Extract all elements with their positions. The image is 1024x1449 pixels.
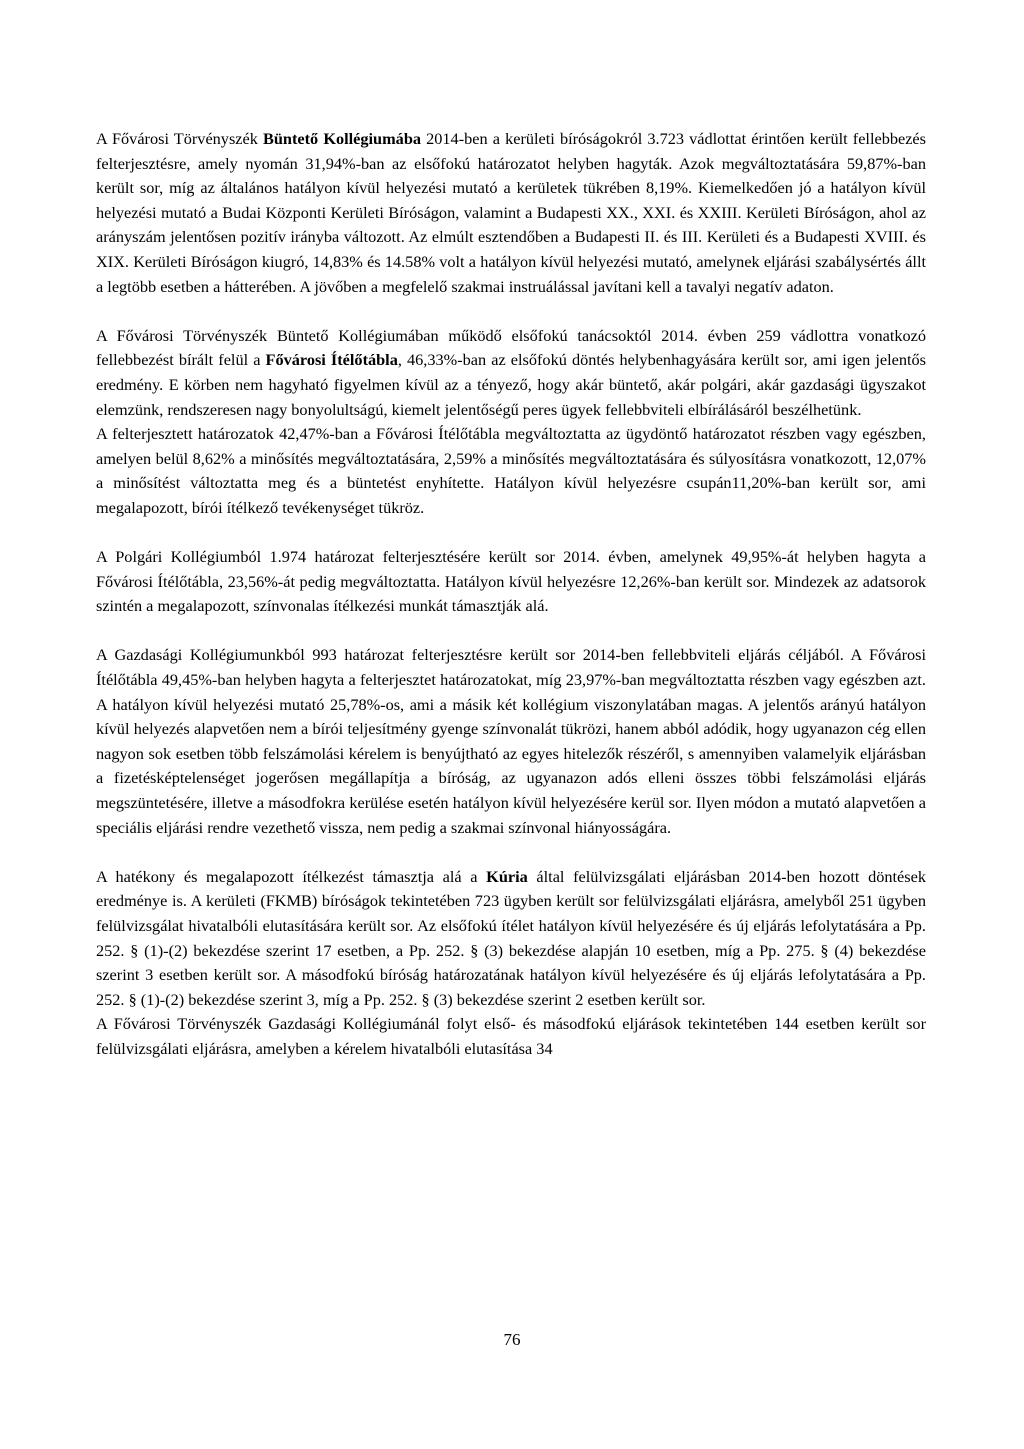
bold-text: Büntető Kollégiumába <box>263 129 422 148</box>
paragraph <box>96 324 926 422</box>
text-run: A felterjesztett határozatok 42,47%-ban a Fővárosi Ítélőtábla megváltoztatta az ügydöntő határozatot részben vagy egészben, amelyen belül 8,62% a minősítés megváltoztatására, 2,59% a minősítés megváltoztatására és súlyosításra vonatkozott, 12,07% a minősítést változtatta meg és a büntetést enyhítette. Hatályon kívül helyezésre csupán11,20%-ban került sor, ami megalapozott, bírói ítélkező tevékenységet tükröz. <box>96 424 926 517</box>
text-run: , 46,33%-ban az elsőfokú döntés helybenhagyására került sor, ami igen jelentős eredmény. E körben nem hagyható figyelmen kívül az a tényező, hogy akár büntető, akár polgári, akár gazdasági ügyszakot elemzünk, rendszeresen nagy bonyolultságú, kiemelt jelentőségű peres ügyek fellebbviteli elbírálásáról beszélhetünk. <box>96 350 926 419</box>
text-run: A Gazdasági Kollégiumunkból 993 határozat felterjesztésre került sor 2014-ben fellebbviteli eljárás céljából. A Fővárosi Ítélőtábla 49,45%-ban helyben hagyta a felterjesztet határozatokat, míg 23,97%-ban megváltoztatta részben vagy egészben azt. A hatályon kívül helyezési mutató 25,78%-os, ami a másik két kollégium viszonylatában magas. A jelentős arányú hatályon kívül helyezés alapvetően nem a bírói teljesítmény gyenge színvonalát tükrözi, hanem abból adódik, hogy ugyanazon cég ellen nagyon sok esetben több felszámolási kérelem is benyújtható az egyes hitelezők részéről, s amennyiben valamelyik eljárásban a fizetésképtelenséget jogerősen megállapítja a bíróság, az ugyanazon adós elleni összes többi felszámolási eljárás megszüntetésére, illetve a másodfokra kerülése esetén hatályon kívül helyezésére kerül sor. Ilyen módon a mutató alapvetően a speciális eljárási rendre vezethető vissza, nem pedig a szakmai színvonal hiányosságára. <box>96 645 926 837</box>
paragraph <box>96 643 926 840</box>
paragraph <box>96 865 926 1013</box>
text-run: A hatékony és megalapozott ítélkezést támasztja alá a <box>96 866 487 886</box>
paragraph <box>96 422 926 520</box>
paragraph <box>96 127 926 299</box>
text-run: által felülvizsgálati eljárásban 2014-ben hozott döntések eredménye is. A kerületi (FKMB) bíróságok tekintetében 723 ügyben került sor felülvizsgálati eljárásra, amelyből 251 ügyben felülvizsgálat hivatalbóli elutasítására került sor. Az elsőfokú ítélet hatályon kívül helyezésére és új eljárás lefolytatására a Pp. 252. § (1)-(2) bekezdése szerint 17 esetben, a Pp. 252. § (3) bekezdése alapján 10 esetben, míg a Pp. 275. § (4) bekezdése szerint 3 esetben került sor. A másodfokú bíróság határozatának hatályon kívül helyezésére és új eljárás lefolytatására a Pp. 252. § (1)-(2) bekezdése szerint 3, míg a Pp. 252. § (3) bekezdése szerint 2 esetben került sor. <box>96 866 926 1009</box>
text-run: A Polgári Kollégiumból 1.974 határozat felterjesztésére került sor 2014. évben, amelynek 49,95%-át helyben hagyta a Fővárosi Ítélőtábla, 23,56%-át pedig megváltoztatta. Hatályon kívül helyezésre 12,26%-ban került sor. Mindezek az adatsorok szintén a megalapozott, színvonalas ítélkezési munkát támasztják alá. <box>96 547 926 616</box>
text-run: A Fővárosi Törvényszék <box>96 129 264 148</box>
paragraph <box>96 1012 926 1061</box>
text-run: A Fővárosi Törvényszék Büntető Kollégiumában működő elsőfokú tanácsoktól 2014. évben 259 vádlottra vonatkozó fellebbezést bírált felül a <box>96 325 926 370</box>
document-body <box>96 127 926 1062</box>
bold-text: Fővárosi Ítélőtábla <box>265 350 398 370</box>
bold-text: Kúria <box>486 866 528 886</box>
text-run: A Fővárosi Törvényszék Gazdasági Kollégiumánál folyt első- és másodfokú eljárások tekintetében 144 esetben került sor felülvizsgálati eljárásra, amelyben a kérelem hivatalbóli elutasítása 34 <box>96 1014 926 1058</box>
paragraph <box>96 545 926 619</box>
page-number: 76 <box>503 1330 521 1349</box>
text-run: 2014-ben a kerületi bíróságokról 3.723 vádlottat érintően került fellebbezés felterjesztésre, amely nyomán 31,94%-ban az elsőfokú határozatot helyben hagyták. Azok megváltoztatására 59,87%-ban került sor, míg az általános hatályon kívül helyezési mutató a kerületek tükrében 8,19%. Kiemelkedően jó a hatályon kívül helyezési mutató a Budai Központi Kerületi Bíróságon, valamint a Budapesti XX., XXI. és XXIII. Kerületi Bíróságon, ahol az arányszám jelentősen pozitív irányba változott. Az elmúlt esztendőben a Budapesti II. és III. Kerületi és a Budapesti XVIII. és XIX. Kerületi Bíróságon kiugró, 14,83% és 14.58% volt a hatályon kívül helyezési mutató, amelynek eljárási szabálysértés állt a legtöbb esetben a hátterében. A jövőben a megfelelő szakmai instruálással javítani kell a tavalyi negatív adaton. <box>96 129 926 296</box>
